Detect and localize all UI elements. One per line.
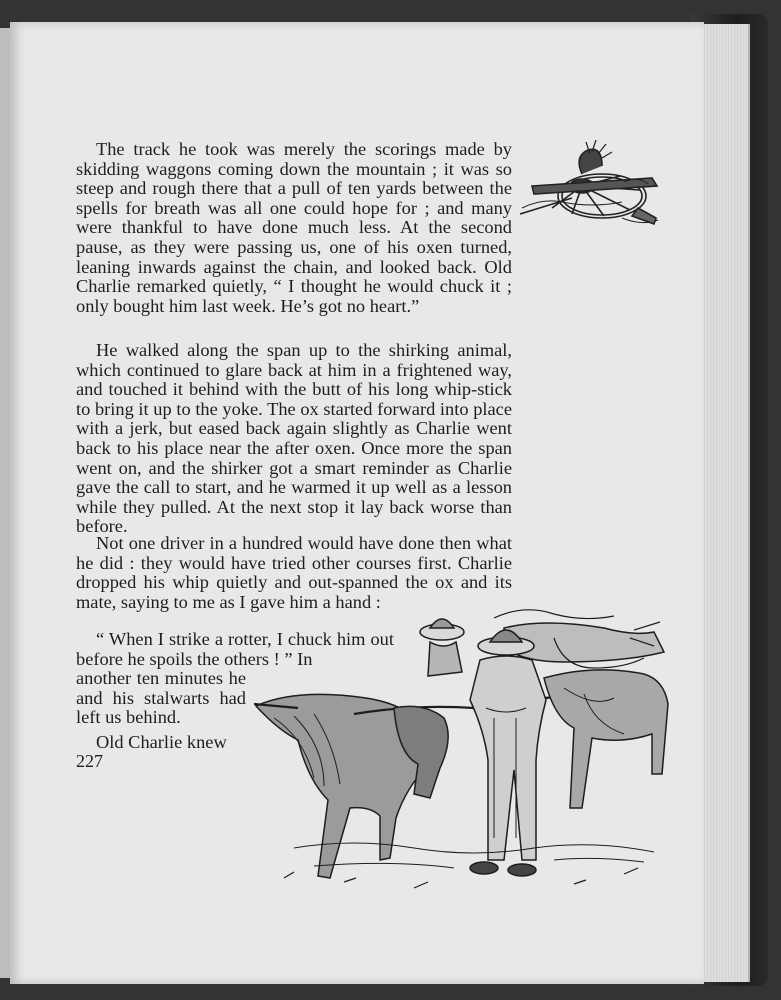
paragraph-1 [76, 140, 512, 316]
paragraph-2 [76, 341, 512, 537]
wagon-wheel-icon [512, 138, 662, 238]
paragraph-2-text: He walked along the span up to the shirking animal, which continued to glare back at him in a frightened way, and touched it behind with the butt of his long whip-stick to bring it up to the yoke. The ox started forward into place with a jerk, but eased back again slightly as Charlie went back to his place near the after oxen. Once more the span went on, and the shirker got a smart reminder as Charlie gave the call to start, and he warmed it up well as a lesson while they pulled. At the next stop it lay back worse than before. [76, 340, 512, 537]
paragraph-5 [76, 733, 246, 753]
paragraph-4-text: “ When I strike a rotter, I chuck him out before he spoils the others ! ” In [76, 629, 394, 669]
paragraph-1-text: The track he took was merely the scorings made by skidding waggons coming down the mountain ; it was so steep and rough there that a pull of ten yards between the spells for breath was all one could hope for ; and many were thankful to have done much less. At the second pause, as they were passing us, one of his oxen turned, leaning inwards against the chain, and looked back. Old Charlie remarked quietly, “ I thought he would chuck it ; only bought him last week. He’s got no heart.” [76, 139, 512, 316]
paragraph-4-continuation: another ten minutes he and his stalwarts had left us behind. [76, 668, 246, 728]
page-number: 227 [76, 751, 103, 771]
paragraph-5-text: Old Charlie knew [96, 732, 227, 752]
page-edges [700, 24, 750, 982]
facing-page-edge [0, 28, 10, 978]
oxen-span-illustration [254, 598, 674, 898]
paragraph-3-text: Not one driver in a hundred would have done then what he did : they would have tried other courses first. Charlie dropped his whip quietly and out-spanned the ox and its mate, saying to me as I gave him a hand : [76, 533, 512, 612]
